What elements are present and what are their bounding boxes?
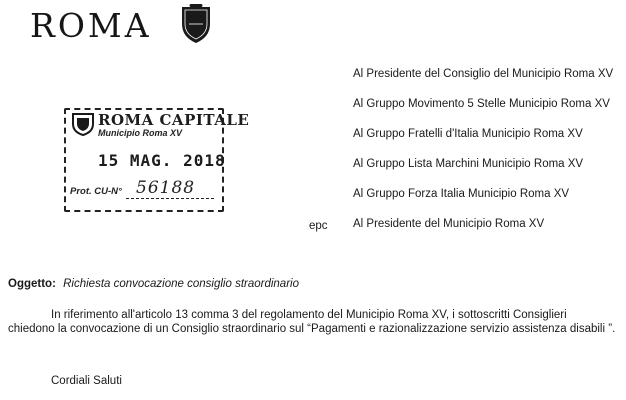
stamp-title: ROMA CAPITALE bbox=[98, 111, 250, 129]
roma-shield-icon bbox=[180, 4, 212, 44]
recipient-line: Al Presidente del Consiglio del Municipio Roma XV bbox=[353, 68, 614, 80]
stamp-date: 15 MAG. 2018 bbox=[98, 151, 226, 170]
epc-label: epc bbox=[309, 220, 328, 232]
recipient-line: Al Gruppo Forza Italia Municipio Roma XV bbox=[353, 188, 570, 200]
body-paragraph: In riferimento all'articolo 13 comma 3 del regolamento del Municipio Roma XV, i sottoscritti Consiglieri chiedono la convocazione di un Consiglio straordinario sul “Pagamenti e razionalizzazione servizio assistenza disabili ”. bbox=[8, 309, 616, 335]
recipient-line: Al Gruppo Lista Marchini Municipio Roma XV bbox=[353, 158, 584, 170]
subject-line bbox=[8, 277, 299, 291]
roma-logo-text: ROMA bbox=[30, 6, 152, 45]
closing-salutation: Cordiali Saluti bbox=[51, 375, 122, 387]
recipient-line: Al Gruppo Fratelli d'Italia Municipio Roma XV bbox=[353, 128, 583, 140]
stamp-protocol-number: 56188 bbox=[136, 178, 196, 198]
subject-text: Richiesta convocazione consiglio straordinario bbox=[63, 278, 299, 290]
subject-label: Oggetto: bbox=[8, 278, 56, 290]
recipient-list bbox=[353, 67, 623, 247]
stamp-shield-icon bbox=[72, 112, 94, 136]
recipient-line: Al Gruppo Movimento 5 Stelle Municipio Roma XV bbox=[353, 98, 610, 110]
protocol-stamp bbox=[64, 108, 250, 212]
stamp-protocol-line bbox=[126, 198, 214, 199]
stamp-protocol-label: Prot. CU-N° bbox=[70, 186, 122, 197]
stamp-subtitle: Municipio Roma XV bbox=[98, 128, 183, 138]
recipient-line: Al Presidente del Municipio Roma XV bbox=[353, 218, 545, 230]
